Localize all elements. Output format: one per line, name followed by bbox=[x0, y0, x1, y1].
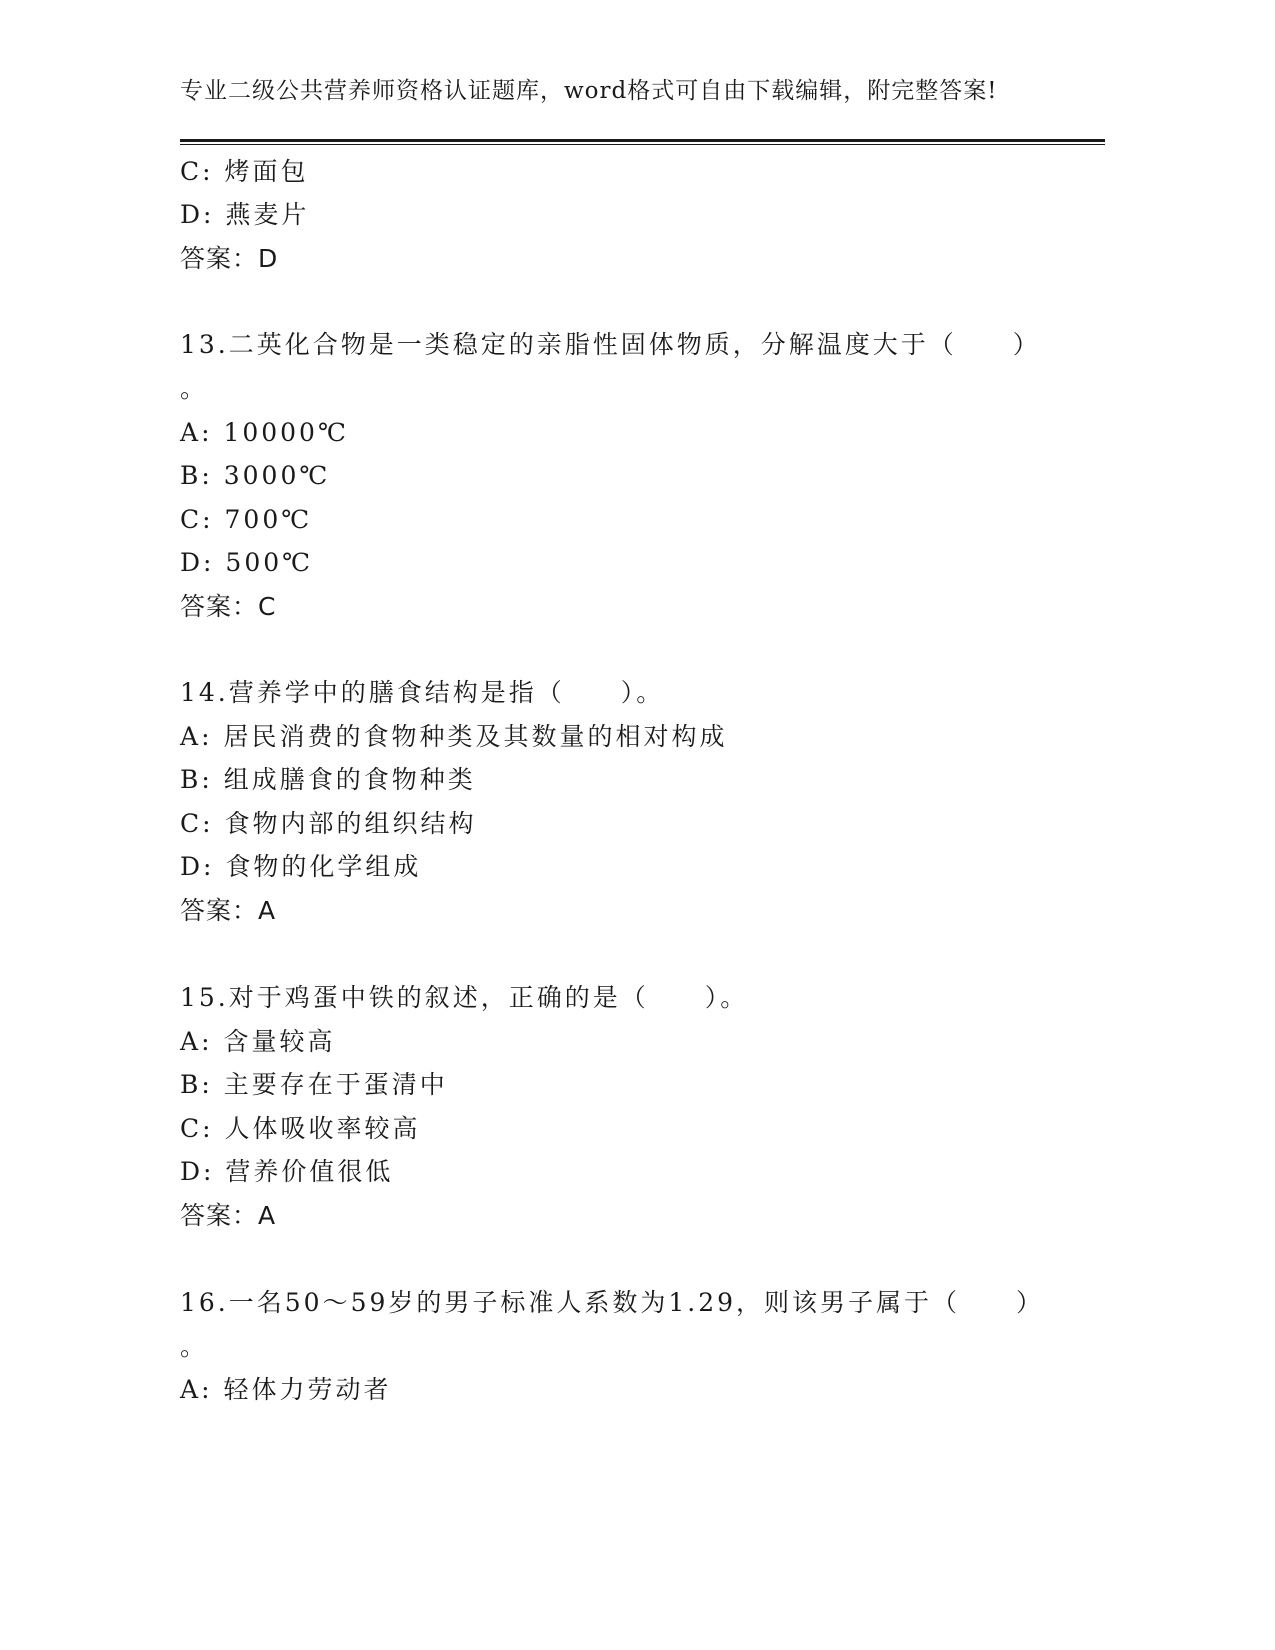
question-14-stem: 14.营养学中的膳食结构是指（ ）。 bbox=[180, 678, 665, 707]
option-text: 燕麦片 bbox=[225, 200, 310, 229]
question-16-stem-cont: 。 bbox=[180, 1332, 209, 1361]
option-d: D: 500℃ bbox=[180, 548, 314, 577]
option-b: B: 3000℃ bbox=[180, 461, 331, 490]
option-text: 营养价值很低 bbox=[225, 1157, 394, 1186]
option-text: 组成膳食的食物种类 bbox=[223, 765, 476, 794]
option-b: B: 组成膳食的食物种类 bbox=[180, 765, 476, 794]
option-a: A: 10000℃ bbox=[180, 418, 349, 447]
option-b: B: 主要存在于蛋清中 bbox=[180, 1070, 448, 1099]
option-a: A: 轻体力劳动者 bbox=[180, 1375, 392, 1404]
option-label: D bbox=[180, 1157, 204, 1186]
option-c: C: 人体吸收率较高 bbox=[180, 1114, 421, 1143]
option-label: D bbox=[180, 548, 204, 577]
answer-line: 答案：A bbox=[180, 896, 277, 925]
option-text: 烤面包 bbox=[224, 157, 309, 186]
option-text: 含量较高 bbox=[223, 1027, 336, 1056]
option-label: D bbox=[180, 200, 204, 229]
option-text: 食物内部的组织结构 bbox=[224, 809, 477, 838]
question-16-stem: 16.一名50～59岁的男子标准人系数为1.29，则该男子属于（ ） bbox=[180, 1288, 1045, 1317]
option-c: C: 700℃ bbox=[180, 505, 313, 534]
answer-line: 答案：C bbox=[180, 592, 277, 621]
question-15-stem: 15.对于鸡蛋中铁的叙述，正确的是（ ）。 bbox=[180, 983, 749, 1012]
option-label: A bbox=[180, 722, 202, 751]
option-label: A bbox=[180, 1375, 202, 1404]
option-d: D: 燕麦片 bbox=[180, 200, 310, 229]
option-text: 食物的化学组成 bbox=[225, 852, 422, 881]
option-label: C bbox=[180, 1114, 203, 1143]
option-text: 轻体力劳动者 bbox=[223, 1375, 392, 1404]
question-13-stem: 13.二英化合物是一类稳定的亲脂性固体物质，分解温度大于（ ） bbox=[180, 330, 1041, 359]
option-d: D: 营养价值很低 bbox=[180, 1157, 394, 1186]
answer-line: 答案：D bbox=[180, 244, 279, 273]
answer-line: 答案：A bbox=[180, 1201, 277, 1230]
option-text: 居民消费的食物种类及其数量的相对构成 bbox=[223, 722, 728, 751]
page-header: 专业二级公共营养师资格认证题库，word格式可自由下载编辑，附完整答案! bbox=[180, 78, 998, 104]
option-label: A bbox=[180, 1027, 202, 1056]
option-text: 10000℃ bbox=[223, 418, 349, 447]
header-rule-thick bbox=[180, 139, 1105, 142]
option-d: D: 食物的化学组成 bbox=[180, 852, 422, 881]
option-a: A: 含量较高 bbox=[180, 1027, 336, 1056]
option-text: 3000℃ bbox=[223, 461, 331, 490]
header-rule-thin bbox=[180, 144, 1105, 145]
option-a: A: 居民消费的食物种类及其数量的相对构成 bbox=[180, 722, 728, 751]
option-c: C: 食物内部的组织结构 bbox=[180, 809, 477, 838]
option-label: C bbox=[180, 157, 203, 186]
option-c: C: 烤面包 bbox=[180, 157, 309, 186]
option-label: C bbox=[180, 809, 203, 838]
option-text: 人体吸收率较高 bbox=[224, 1114, 421, 1143]
question-13-stem-cont: 。 bbox=[180, 374, 209, 403]
option-label: D bbox=[180, 852, 204, 881]
option-label: B bbox=[180, 461, 202, 490]
option-label: A bbox=[180, 418, 202, 447]
option-text: 主要存在于蛋清中 bbox=[223, 1070, 448, 1099]
option-text: 500℃ bbox=[225, 548, 314, 577]
option-label: B bbox=[180, 1070, 202, 1099]
option-text: 700℃ bbox=[224, 505, 313, 534]
option-label: B bbox=[180, 765, 202, 794]
option-label: C bbox=[180, 505, 203, 534]
